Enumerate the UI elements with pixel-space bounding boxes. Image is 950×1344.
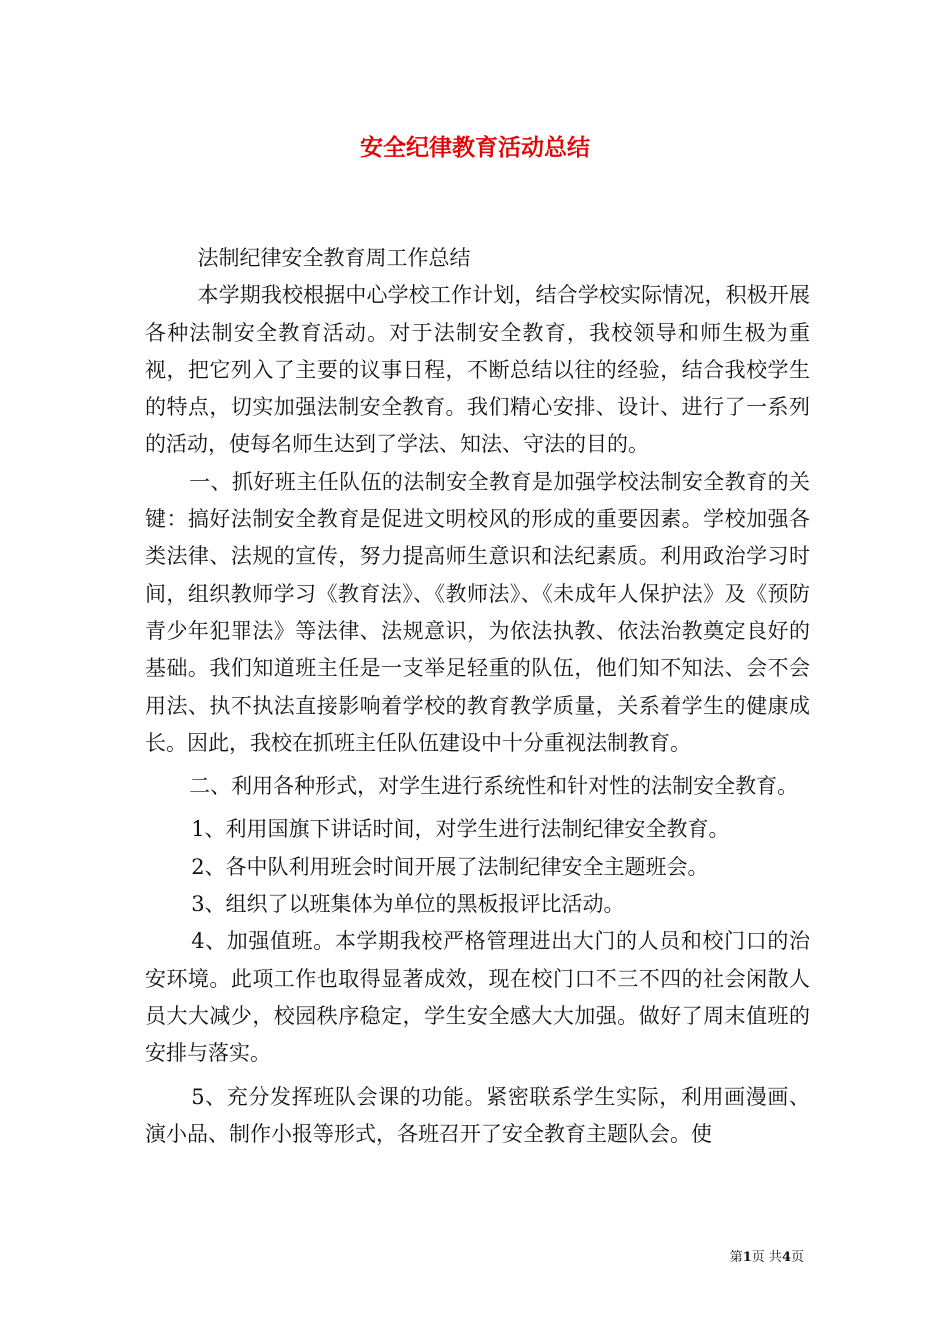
item-three-paragraph: 3、组织了以班集体为单位的黑板报评比活动。 — [191, 892, 625, 917]
section-one-paragraph: 一、抓好班主任队伍的法制安全教育是加强学校法制安全教育的关键：搞好法制安全教育是促进文明校风的形成的重要因素。学校加强各类法律、法规的宣传，努力提高师生意识和法纪素质。利用政治学习时间，组织教师学习《教育法》、《教师法》、《未成年人保护法》及《预防青少年犯罪法》等法律、法规意识，为依法执教、依法治教奠定良好的基础。我们知道班主任是一支举足轻重的队伍，他们知不知法、会不会用法、执不执法直接影响着学校的教育教学质量，关系着学生的健康成长。因此，我校在抓班主任队伍建设中十分重视法制教育。 — [145, 469, 810, 755]
intro-paragraph: 本学期我校根据中心学校工作计划，结合学校实际情况，积极开展各种法制安全教育活动。对于法制安全教育，我校领导和师生极为重视，把它列入了主要的议事日程，不断总结以往的经验，结合我校学生的特点，切实加强法制安全教育。我们精心安排、设计、进行了一系列的活动，使每名师生达到了学法、知法、守法的目的。 — [145, 283, 810, 457]
footer-current-page: 1 — [742, 1250, 752, 1265]
document-title: 安全纪律教育活动总结 — [360, 135, 590, 161]
section-two-paragraph: 二、利用各种形式，对学生进行系统性和针对性的法制安全教育。 — [189, 774, 799, 799]
item-four-paragraph: 4、加强值班。本学期我校严格管理进出大门的人员和校门口的治安环境。此项工作也取得显著成效，现在校门口不三不四的社会闲散人员大大减少，校园秩序稳定，学生安全感大大加强。做好了周末值班的安排与落实。 — [145, 929, 810, 1066]
footer-middle: 页 共 — [751, 1250, 782, 1265]
item-one-paragraph: 1、利用国旗下讲话时间，对学生进行法制纪律安全教育。 — [191, 817, 730, 842]
subtitle-paragraph: 法制纪律安全教育周工作总结 — [197, 246, 471, 270]
document-body — [145, 240, 810, 1153]
footer-prefix: 第 — [729, 1250, 743, 1265]
footer-total-pages: 4 — [781, 1250, 791, 1265]
page-number-footer — [730, 1249, 804, 1267]
footer-suffix: 页 — [790, 1250, 804, 1265]
item-five-paragraph: 5、充分发挥班队会课的功能。紧密联系学生实际，利用画漫画、演小品、制作小报等形式，各班召开了安全教育主题队会。使 — [145, 1084, 810, 1146]
item-two-paragraph: 2、各中队利用班会时间开展了法制纪律安全主题班会。 — [191, 854, 709, 879]
